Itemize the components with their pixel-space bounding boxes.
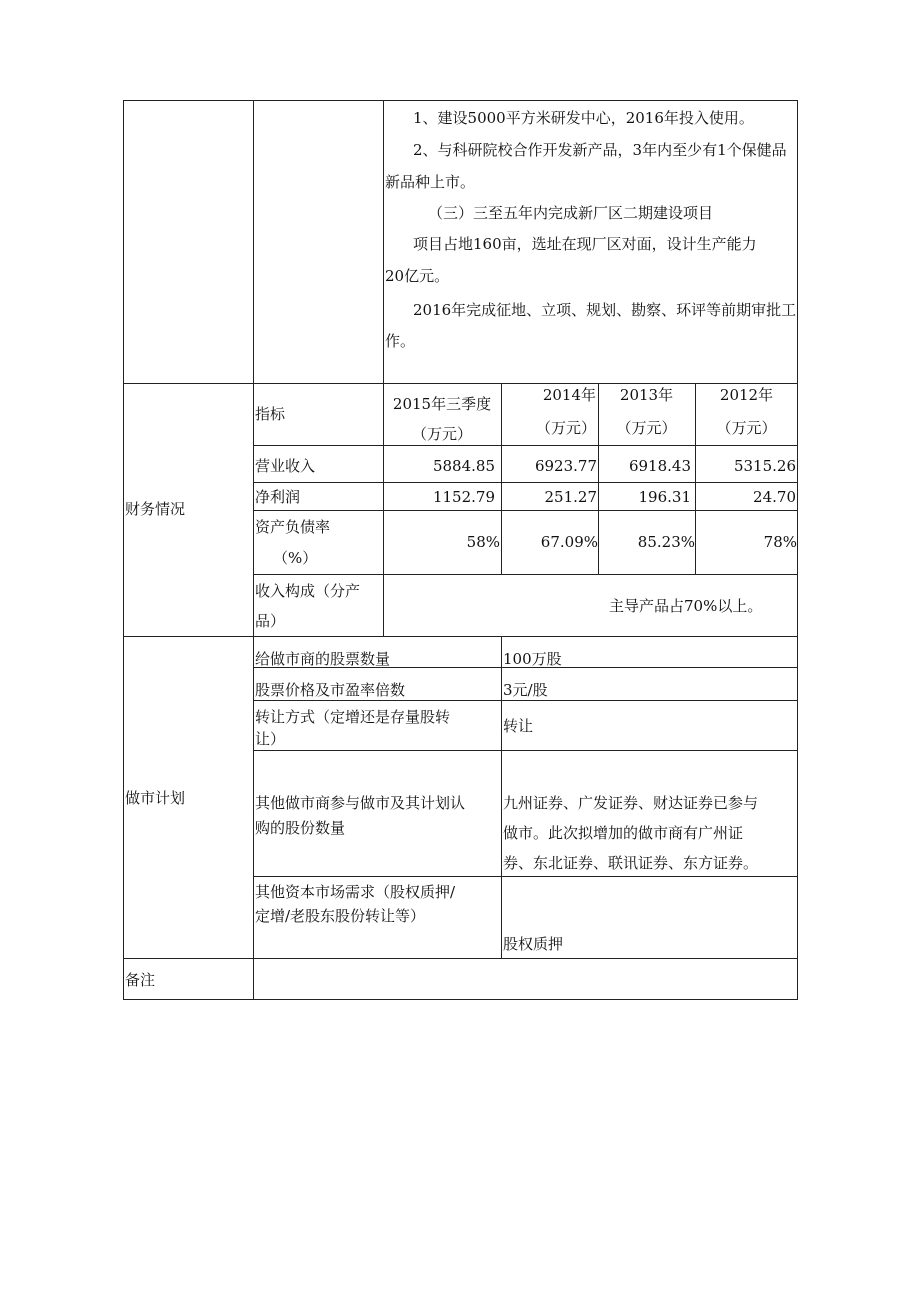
col-divider (501, 636, 502, 958)
plan-item-2: 2、与科研院校合作开发新产品，3年内至少有1个保健品 (413, 141, 787, 159)
section-divider (123, 636, 798, 637)
market-making-section-label: 做市计划 (125, 789, 186, 807)
header-2015q3-year: 2015年三季度 (392, 395, 492, 413)
header-2013-year: 2013年 (619, 386, 674, 404)
plan-item-2-cont: 新品种上市。 (385, 173, 476, 191)
header-2012-year: 2012年 (719, 386, 774, 404)
row-divider (253, 445, 798, 446)
row-label-income-composition: 收入构成（分产 (255, 582, 361, 600)
mm-row-label-shares: 给做市商的股票数量 (255, 650, 391, 668)
debt-ratio-2013: 85.23% (637, 533, 695, 551)
plan-item-5-cont: 作。 (385, 332, 416, 350)
revenue-2013: 6918.43 (628, 457, 691, 475)
mm-value-other-makers: 九州证券、广发证券、财达证券已参与 (503, 794, 759, 812)
row-label-debt-ratio-unit: （%） (273, 549, 318, 567)
header-2012-unit: （万元） (716, 419, 777, 437)
remarks-label: 备注 (125, 971, 156, 989)
plan-heading-3: （三）三至五年内完成新厂区二期建设项目 (428, 204, 714, 222)
header-2015q3-unit: （万元） (411, 425, 472, 443)
plan-item-5: 2016年完成征地、立项、规划、勘察、环评等前期审批工 (413, 301, 797, 319)
plan-item-4-cont: 20亿元。 (385, 267, 450, 285)
mm-value-price: 3元/股 (503, 681, 548, 699)
col-divider (383, 383, 384, 636)
plan-item-1: 1、建设5000平方米研发中心，2016年投入使用。 (413, 109, 754, 127)
mm-row-label-capital-needs: 其他资本市场需求（股权质押/ (255, 883, 456, 901)
row-label-income-composition-cont: 品） (255, 612, 286, 630)
col-divider (501, 383, 502, 574)
row-label-net-profit: 净利润 (255, 488, 301, 506)
row-label-debt-ratio: 资产负债率 (255, 518, 331, 536)
header-2013-unit: （万元） (616, 419, 677, 437)
section-divider (123, 958, 798, 959)
table-border-right (797, 100, 798, 1000)
net-profit-2014: 251.27 (544, 488, 597, 506)
mm-row-label-other-makers: 其他做市商参与做市及其计划认 (255, 794, 466, 812)
mm-value-capital-needs: 股权质押 (503, 935, 564, 953)
mm-value-shares: 100万股 (503, 650, 562, 668)
indicator-header: 指标 (255, 405, 286, 423)
debt-ratio-2012: 78% (763, 533, 797, 551)
mm-row-label-transfer: 转让方式（定增还是存量股转 (255, 708, 451, 726)
mm-row-label-price: 股票价格及市盈率倍数 (255, 681, 406, 699)
mm-value-other-makers-cont: 做市。此次拟增加的做市商有广州证 (503, 824, 744, 842)
table-border-bottom (123, 999, 798, 1000)
header-2014-year: 2014年 (542, 386, 596, 404)
col-divider (598, 383, 599, 574)
col-divider (383, 100, 384, 383)
revenue-2014: 6923.77 (534, 457, 597, 475)
net-profit-2013: 196.31 (638, 488, 691, 506)
row-divider (253, 574, 798, 575)
mm-value-transfer: 转让 (503, 717, 534, 735)
plan-item-4: 项目占地160亩，选址在现厂区对面，设计生产能力 (413, 235, 757, 253)
net-profit-2015q3: 1152.79 (432, 488, 495, 506)
debt-ratio-2015q3: 58% (466, 533, 500, 551)
table-border-top (123, 100, 798, 101)
finance-section-label: 财务情况 (125, 500, 186, 518)
mm-row-label-transfer-cont: 让） (255, 730, 286, 748)
company-info-table (123, 100, 798, 1000)
income-composition-value: 主导产品占70%以上。 (609, 597, 763, 615)
net-profit-2012: 24.70 (753, 488, 796, 506)
mm-value-other-makers-cont2: 券、东北证券、联讯证券、东方证券。 (503, 854, 759, 872)
revenue-2012: 5315.26 (733, 457, 796, 475)
revenue-2015q3: 5884.85 (432, 457, 495, 475)
debt-ratio-2014: 67.09% (540, 533, 598, 551)
mm-row-label-other-makers-cont: 购的股份数量 (255, 819, 346, 837)
col-divider (695, 383, 696, 574)
table-border-left (123, 100, 124, 1000)
header-2014-unit: （万元） (535, 419, 596, 437)
row-label-revenue: 营业收入 (255, 457, 316, 475)
mm-row-label-capital-needs-cont: 定增/老股东股份转让等） (255, 907, 426, 925)
row-divider (253, 750, 798, 751)
col-divider (253, 100, 254, 1000)
